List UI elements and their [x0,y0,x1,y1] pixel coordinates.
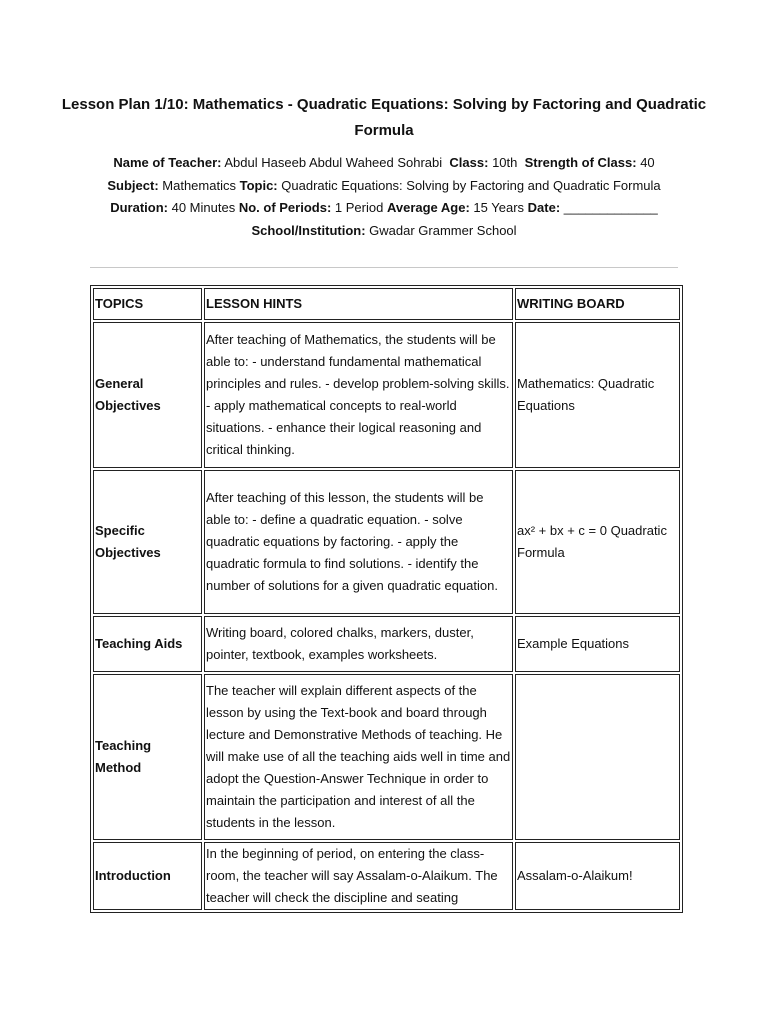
table-header-row [93,288,680,320]
table-row [93,842,680,910]
board-cell [515,674,680,840]
class-label: Class: [449,155,489,170]
lesson-info [40,152,728,242]
header-topics: TOPICS [93,288,202,320]
class-value: 10th [492,155,518,170]
info-row-school [40,220,728,243]
page-title: Lesson Plan 1/10: Mathematics - Quadratic Equations: Solving by Factoring and Quadratic Formula [61,96,707,139]
table-row [93,616,680,672]
board-cell: ax² + bx + c = 0 Quadratic Formula [515,470,680,614]
teacher-label: Name of Teacher: [113,155,222,170]
subject-value: Mathematics [162,177,236,193]
info-row-duration [40,197,728,220]
duration-label: Duration: [110,200,168,215]
periods-value: 1 Period [334,200,384,215]
age-label: Average Age: [386,200,470,215]
periods-label: No. of Periods: [238,200,332,215]
strength-value: 40 [640,155,655,170]
topic-cell: Specific Objectives [93,470,202,614]
hints-cell: The teacher will explain different aspects of the lesson by using the Text-book and board through lecture and Demonstrative Methods of teaching. He will make use of all the teaching aids well in time and adopt the Question-Answer Technique in order to maintain the participation and interest of all the students in the lesson. [204,674,513,840]
hints-cell: After teaching of Mathematics, the students will be able to: - understand fundamental mathematical principles and rules. - develop problem-solving skills. - apply mathematical concepts to real-world situations. - enhance their logical reasoning and critical thinking. [204,322,513,468]
age-value: 15 Years [473,200,525,215]
divider [90,267,678,268]
strength-label: Strength of Class: [524,155,637,170]
hints-cell: Writing board, colored chalks, markers, duster, pointer, textbook, examples worksheets. [204,616,513,672]
board-cell: Mathematics: Quadratic Equations [515,322,680,468]
topic-label: Topic: [239,177,278,193]
table-row [93,674,680,840]
teacher-value: Abdul Haseeb Abdul Waheed Sohrabi [224,155,443,170]
date-label: Date: [527,200,561,215]
duration-value: 40 Minutes [171,200,236,215]
board-cell: Assalam-o-Alaikum! [515,842,680,910]
info-row-subject [40,175,728,198]
board-cell: Example Equations [515,616,680,672]
topic-cell: Teaching Method [93,674,202,840]
hints-cell: After teaching of this lesson, the students will be able to: - define a quadratic equation. - solve quadratic equations by factoring. - apply the quadratic formula to find solutions. - identify the number of solutions for a given quadratic equation. [204,470,513,614]
topic-value: Quadratic Equations: Solving by Factoring and Quadratic Formula [281,177,661,193]
topic-cell: General Objectives [93,322,202,468]
lesson-plan-table [90,285,683,913]
topic-cell: Introduction [93,842,202,910]
header-writing-board: WRITING BOARD [515,288,680,320]
table-row [93,470,680,614]
table-row [93,322,680,468]
date-value: _____________ [563,200,658,215]
hints-cell: In the beginning of period, on entering the class-room, the teacher will say Assalam-o-Alaikum. The teacher will check the discipline and seating [204,842,513,910]
header-lesson-hints: LESSON HINTS [204,288,513,320]
info-row-teacher [40,152,728,175]
topic-cell: Teaching Aids [93,616,202,672]
school-value: Gwadar Grammer School [369,222,517,238]
subject-label: Subject: [107,177,159,193]
school-label: School/Institution: [251,222,366,238]
